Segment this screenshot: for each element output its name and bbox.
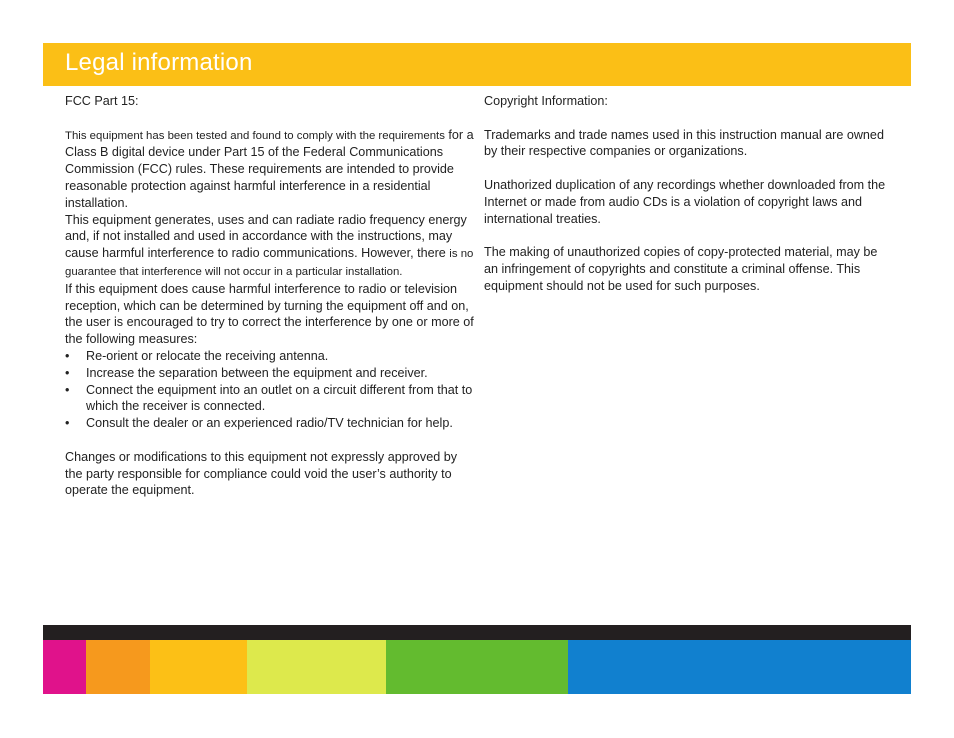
fcc-paragraph-2-small: is no guarantee that interference will not occur in a particular installation. — [65, 248, 474, 278]
fcc-heading: FCC Part 15: — [65, 94, 139, 108]
color-stripes — [43, 640, 911, 694]
fcc-paragraph-2 — [65, 212, 475, 281]
fcc-paragraph-1-small: This equipment has been tested and found to comply with the requirements — [65, 129, 445, 142]
list-item: • Re-orient or relocate the receiving antenna. — [65, 348, 475, 365]
fcc-paragraph-1 — [65, 127, 475, 212]
color-stripe — [386, 640, 568, 694]
fcc-paragraph-1-rest: for a Class B digital device under Part 15 of the Federal Communications Commission (FCC) rules. These requirements are intended to provide reasonable protection against harmful interference in a residential installation. — [65, 127, 474, 210]
copyright-heading: Copyright Information: — [484, 94, 608, 108]
footer-bar — [43, 625, 911, 640]
color-stripe — [568, 640, 911, 694]
page-title: Legal information — [65, 49, 253, 76]
color-stripe — [247, 640, 386, 694]
copyright-paragraph-2: Unathorized duplication of any recordings whether downloaded from the Internet or made from audio CDs is a violation of copyright laws and international treaties. — [484, 177, 886, 226]
color-stripe — [43, 640, 86, 694]
header-banner — [43, 43, 911, 86]
color-stripe — [86, 640, 150, 694]
list-item: • Consult the dealer or an experienced radio/TV technician for help. — [65, 415, 475, 432]
color-stripe — [150, 640, 247, 694]
copyright-paragraph-1: Trademarks and trade names used in this instruction manual are owned by their respective companies or organizations. — [484, 127, 884, 159]
measures-list — [65, 348, 475, 432]
list-item: • Increase the separation between the equipment and receiver. — [65, 365, 475, 382]
list-item: • Connect the equipment into an outlet on a circuit different from that to which the receiver is connected. — [65, 382, 475, 416]
fcc-column — [65, 93, 475, 499]
fcc-paragraph-4: Changes or modifications to this equipment not expressly approved by the party responsible for compliance could void the user’s authority to operate the equipment. — [65, 449, 458, 498]
copyright-column — [484, 93, 894, 295]
fcc-paragraph-2-main: This equipment generates, uses and can radiate radio frequency energy and, if not installed and used in accordance with the instructions, may cause harmful interference to radio communications. However, there — [65, 212, 467, 261]
fcc-paragraph-3: If this equipment does cause harmful interference to radio or television reception, which can be determined by turning the equipment off and on, the user is encouraged to try to correct the interference by one or more of the following measures: — [65, 281, 474, 347]
copyright-paragraph-3: The making of unauthorized copies of copy-protected material, may be an infringement of copyrights and constitute a criminal offense. This equipment should not be used for such purposes. — [484, 245, 878, 293]
